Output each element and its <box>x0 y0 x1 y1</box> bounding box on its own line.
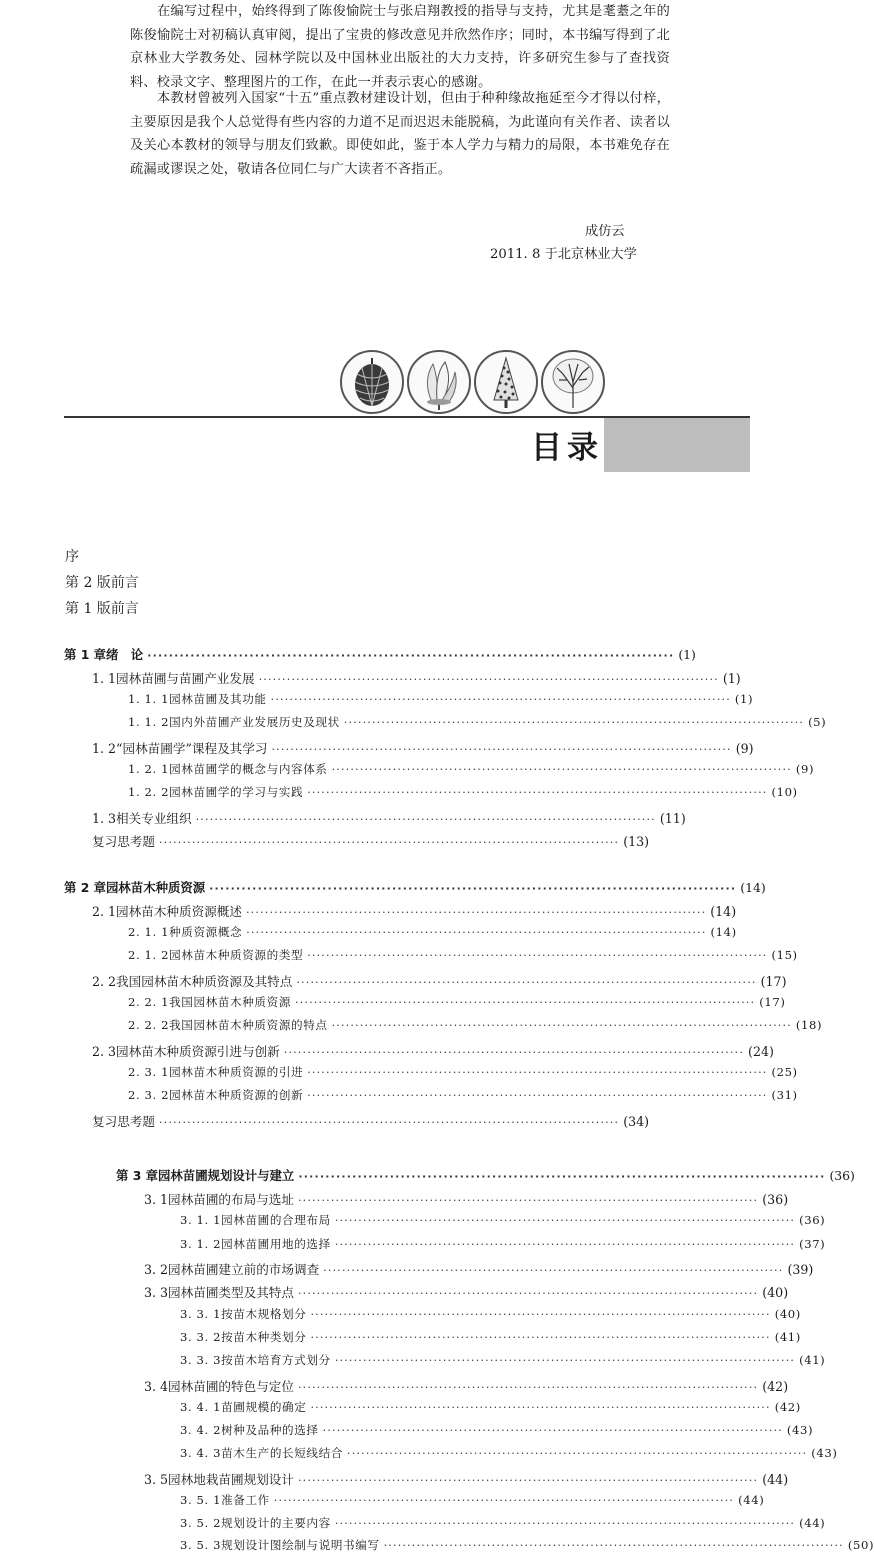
deciduous-tree-icon <box>541 350 605 414</box>
chapter-title: 园林苗圃规划设计与建立 <box>158 1168 295 1183</box>
section-title: 我国园林苗木种质资源及其特点 <box>116 974 293 989</box>
page-number: (36) <box>829 1168 855 1183</box>
subsection-number: 1. 1. 1 <box>128 692 170 706</box>
leader-dots: ·································································································· <box>310 1331 771 1344</box>
subsection-number: 3. 3. 1 <box>180 1307 222 1321</box>
leader-dots: ·································································································· <box>307 1089 768 1102</box>
subsection-title: 园林苗圃的合理布局 <box>221 1213 331 1227</box>
subsection-title: 规划设计图绘制与说明书编写 <box>221 1538 380 1552</box>
page-number: (1) <box>734 692 754 706</box>
page-number: (9) <box>795 762 815 776</box>
page-number: (36) <box>799 1213 826 1227</box>
subsection-title: 规划设计的主要内容 <box>221 1516 331 1530</box>
leader-dots: ·································································································· <box>298 1170 826 1183</box>
toc-subsection-row <box>180 1445 838 1468</box>
section-title: 园林苗圃建立前的市场调查 <box>168 1262 320 1277</box>
leader-dots: ·································································································· <box>246 926 707 939</box>
subsection-title: 苗圃规模的确定 <box>221 1400 307 1414</box>
leader-dots: ·································································································· <box>347 1447 808 1460</box>
page-number: (1) <box>678 647 696 662</box>
section-number: 3. 3 <box>144 1285 169 1300</box>
leader-dots: ·································································································· <box>258 673 719 686</box>
section-number: 3. 2 <box>144 1262 169 1277</box>
toc-subsection-row <box>128 994 786 1017</box>
toc-section-row <box>144 1189 789 1212</box>
leader-dots: ·································································································· <box>323 1264 784 1277</box>
page-number: (44) <box>738 1493 765 1507</box>
page-number: (44) <box>799 1516 826 1530</box>
subsection-title: 按苗木培育方式划分 <box>221 1353 331 1367</box>
page-number: (36) <box>762 1192 789 1207</box>
subsection-title: 园林苗圃及其功能 <box>169 692 267 706</box>
toc-subsection-row <box>128 924 737 947</box>
toc-subsection-row <box>128 784 798 807</box>
leader-dots: ·································································································· <box>331 1019 792 1032</box>
toc-subsection-row <box>180 1537 874 1560</box>
leader-dots: ·································································································· <box>334 1238 796 1251</box>
section-title: 复习思考题 <box>92 1114 155 1129</box>
preface-author: 成仿云 <box>585 224 625 239</box>
leader-dots: ·································································································· <box>383 1539 844 1552</box>
section-title: 园林苗圃的布局与选址 <box>168 1192 294 1207</box>
toc-front-item: 序 <box>65 549 79 565</box>
toc-subsection-row <box>128 714 827 737</box>
leader-dots: ·································································································· <box>334 1354 796 1367</box>
subsection-title: 国内外苗圃产业发展历史及现状 <box>169 715 340 729</box>
toc-section-row <box>92 901 737 924</box>
leader-dots: ·································································································· <box>209 882 737 895</box>
conifer-tree-icon <box>474 350 538 414</box>
subsection-number: 3. 3. 3 <box>180 1353 222 1367</box>
subsection-number: 2. 2. 1 <box>128 995 170 1009</box>
toc-section-row <box>92 738 754 761</box>
toc-subsection-row <box>128 691 754 714</box>
leader-dots: ·································································································· <box>322 1424 783 1437</box>
preface-paragraph-2: 本教材曾被列入国家“十五”重点教材建设计划，但由于种种缘故拖延至今才得以付梓，主要原因是我个人总觉得有些内容的力道不足而迟迟未能脱稿，为此谨向有关作者、读者以及关心本教材的领导与朋友们致歉。即使如此，鉴于本人学力与精力的局限，本书难免存在疏漏或谬误之处，敬请各位同仁与广大读者不吝指正。 <box>130 91 670 177</box>
section-title: “园林苗圃学”课程及其学习 <box>116 741 268 756</box>
subsection-title: 种质资源概念 <box>169 925 243 939</box>
leader-dots: ·································································································· <box>271 743 732 756</box>
subsection-number: 3. 1. 2 <box>180 1237 222 1251</box>
subsection-number: 2. 1. 2 <box>128 948 170 962</box>
leader-dots: ·································································································· <box>295 996 756 1009</box>
subsection-number: 3. 5. 1 <box>180 1493 222 1507</box>
page-number: (15) <box>771 948 798 962</box>
subsection-title: 园林苗圃学的学习与实践 <box>169 785 304 799</box>
page-number: (11) <box>659 811 686 826</box>
subsection-title: 园林苗木种质资源的类型 <box>169 948 304 962</box>
subsection-title: 我国园林苗木种质资源的特点 <box>169 1018 328 1032</box>
toc-header-bar <box>604 418 750 472</box>
toc-section-row <box>144 1469 789 1492</box>
section-title: 相关专业组织 <box>116 811 192 826</box>
toc-review-row <box>92 1111 650 1134</box>
toc-chapter-row <box>64 878 766 901</box>
leader-dots: ·································································································· <box>331 763 792 776</box>
page-number: (43) <box>786 1423 814 1437</box>
page-number: (41) <box>774 1330 801 1344</box>
chapter-number: 第 1 章 <box>64 647 107 662</box>
section-number: 1. 1 <box>92 671 117 686</box>
chapter-number: 第 2 章 <box>64 880 107 895</box>
leader-dots: ·································································································· <box>307 786 768 799</box>
subsection-number: 3. 4. 2 <box>180 1423 222 1437</box>
toc-subsection-row <box>180 1515 826 1538</box>
page-number: (5) <box>808 715 827 729</box>
page-number: (14) <box>740 880 766 895</box>
toc-subsection-row <box>180 1329 801 1352</box>
subsection-number: 1. 2. 2 <box>128 785 170 799</box>
leader-dots: ·································································································· <box>334 1517 796 1530</box>
leader-dots: ·································································································· <box>297 1287 759 1300</box>
toc-subsection-row <box>128 1017 823 1040</box>
section-number: 2. 3 <box>92 1044 117 1059</box>
page-number: (42) <box>762 1379 789 1394</box>
subsection-number: 2. 3. 1 <box>128 1065 170 1079</box>
toc-subsection-row <box>180 1352 826 1375</box>
leader-dots: ·································································································· <box>297 1474 759 1487</box>
toc-section-row <box>144 1282 789 1305</box>
preface-paragraph-1: 在编写过程中，始终得到了陈俊愉院士与张启翔教授的指导与支持，尤其是耄耋之年的陈俊愉院士对初稿认真审阅，提出了宝贵的修改意见并欣然作序；同时，本书编写得到了北京林业大学教务处、园林学院以及中国林业出版社的大力支持，许多研究生参与了查找资料、校录文字、整理图片的工作，在此一并表示衷心的感谢。 <box>130 4 670 90</box>
page-number: (42) <box>774 1400 801 1414</box>
chapter-title: 绪 论 <box>106 647 144 662</box>
toc-section-row <box>92 1041 774 1064</box>
leader-dots: ·································································································· <box>158 1116 620 1129</box>
toc-subsection-row <box>128 761 815 784</box>
section-title: 园林苗圃类型及其特点 <box>168 1285 294 1300</box>
page-number: (40) <box>762 1285 789 1300</box>
toc-subsection-row <box>128 947 798 970</box>
toc-review-row <box>92 831 650 854</box>
page-number: (44) <box>762 1472 789 1487</box>
section-title: 园林苗木种质资源概述 <box>116 904 242 919</box>
toc-front-item: 第 2 版前言 <box>65 575 139 591</box>
toc-subsection-row <box>180 1212 826 1235</box>
page-number: (43) <box>811 1446 838 1460</box>
toc-section-row <box>144 1259 814 1282</box>
toc-section-row <box>144 1376 789 1399</box>
page-number: (40) <box>774 1307 801 1321</box>
subsection-title: 准备工作 <box>221 1493 270 1507</box>
leader-dots: ·································································································· <box>158 836 620 849</box>
magnolia-flower-icon <box>407 350 471 414</box>
section-title: 园林苗圃与苗圃产业发展 <box>116 671 255 686</box>
leader-dots: ·································································································· <box>283 1046 745 1059</box>
page-number: (31) <box>771 1088 798 1102</box>
chapter-title: 园林苗木种质资源 <box>106 880 206 895</box>
toc-subsection-row <box>128 1087 798 1110</box>
subsection-title: 园林苗木种质资源的创新 <box>169 1088 304 1102</box>
subsection-title: 苗木生产的长短线结合 <box>221 1446 344 1460</box>
subsection-title: 按苗木种类划分 <box>221 1330 307 1344</box>
leader-dots: ·································································································· <box>147 649 675 662</box>
leader-dots: ·································································································· <box>310 1401 771 1414</box>
leader-dots: ·································································································· <box>343 716 805 729</box>
subsection-number: 2. 2. 2 <box>128 1018 170 1032</box>
subsection-title: 树种及品种的选择 <box>221 1423 319 1437</box>
leader-dots: ·································································································· <box>297 1194 759 1207</box>
toc-subsection-row <box>180 1422 814 1445</box>
section-number: 2. 2 <box>92 974 117 989</box>
subsection-number: 1. 1. 2 <box>128 715 170 729</box>
subsection-number: 2. 1. 1 <box>128 925 170 939</box>
section-number: 3. 1 <box>144 1192 169 1207</box>
toc-subsection-row <box>180 1306 801 1329</box>
toc-subsection-row <box>180 1236 826 1259</box>
section-number: 3. 4 <box>144 1379 169 1394</box>
toc-subsection-row <box>128 1064 798 1087</box>
leader-dots: ·································································································· <box>270 693 731 706</box>
toc-section-row <box>92 668 741 691</box>
subsection-number: 3. 3. 2 <box>180 1330 222 1344</box>
leader-dots: ·································································································· <box>273 1494 735 1507</box>
pinecone-icon <box>340 350 404 414</box>
page-number: (13) <box>623 834 650 849</box>
page-number: (9) <box>735 741 754 756</box>
leader-dots: ·································································································· <box>296 976 757 989</box>
subsection-number: 3. 4. 1 <box>180 1400 222 1414</box>
subsection-title: 园林苗木种质资源的引进 <box>169 1065 304 1079</box>
section-number: 2. 1 <box>92 904 117 919</box>
leader-dots: ·································································································· <box>245 906 707 919</box>
section-number: 3. 5 <box>144 1472 169 1487</box>
page-number: (14) <box>710 904 737 919</box>
page-number: (37) <box>799 1237 826 1251</box>
toc-chapter-row <box>64 645 696 668</box>
subsection-title: 按苗木规格划分 <box>221 1307 307 1321</box>
page-number: (39) <box>787 1262 814 1277</box>
subsection-number: 3. 1. 1 <box>180 1213 222 1227</box>
subsection-title: 园林苗圃学的概念与内容体系 <box>169 762 328 776</box>
leader-dots: ·································································································· <box>307 949 768 962</box>
leader-dots: ·································································································· <box>195 813 656 826</box>
subsection-title: 园林苗圃用地的选择 <box>221 1237 331 1251</box>
page-number: (24) <box>748 1044 774 1059</box>
page-number: (50) <box>847 1538 874 1552</box>
page-number: (1) <box>722 671 741 686</box>
toc-front-item: 第 1 版前言 <box>65 601 139 617</box>
preface-date-place: 2011. 8 于北京林业大学 <box>490 247 637 262</box>
page-number: (17) <box>760 974 787 989</box>
page-title: 目录 <box>531 430 603 466</box>
section-title: 复习思考题 <box>92 834 155 849</box>
section-number: 1. 2 <box>92 741 117 756</box>
toc-chapter-row <box>116 1166 855 1189</box>
section-title: 园林苗木种质资源引进与创新 <box>116 1044 280 1059</box>
chapter-number: 第 3 章 <box>116 1168 159 1183</box>
section-number: 1. 3 <box>92 811 117 826</box>
section-title: 园林地栽苗圃规划设计 <box>168 1472 294 1487</box>
subsection-number: 2. 3. 2 <box>128 1088 170 1102</box>
subsection-number: 3. 4. 3 <box>180 1446 222 1460</box>
toc-subsection-row <box>180 1399 801 1422</box>
section-title: 园林苗圃的特色与定位 <box>168 1379 294 1394</box>
page-number: (18) <box>795 1018 823 1032</box>
toc-subsection-row <box>180 1492 765 1515</box>
toc-section-row <box>92 971 787 994</box>
page-number: (25) <box>771 1065 798 1079</box>
page-number: (17) <box>759 995 786 1009</box>
subsection-number: 3. 5. 3 <box>180 1538 222 1552</box>
leader-dots: ·································································································· <box>334 1214 796 1227</box>
toc-section-row <box>92 808 686 831</box>
leader-dots: ·································································································· <box>307 1066 768 1079</box>
subsection-number: 1. 2. 1 <box>128 762 170 776</box>
subsection-title: 我国园林苗木种质资源 <box>169 995 292 1009</box>
page-number: (14) <box>710 925 737 939</box>
decor-icon-row <box>340 350 610 416</box>
subsection-number: 3. 5. 2 <box>180 1516 222 1530</box>
leader-dots: ·································································································· <box>310 1308 771 1321</box>
leader-dots: ·································································································· <box>297 1381 759 1394</box>
page-number: (34) <box>623 1114 650 1129</box>
page-number: (10) <box>771 785 798 799</box>
page-number: (41) <box>799 1353 826 1367</box>
